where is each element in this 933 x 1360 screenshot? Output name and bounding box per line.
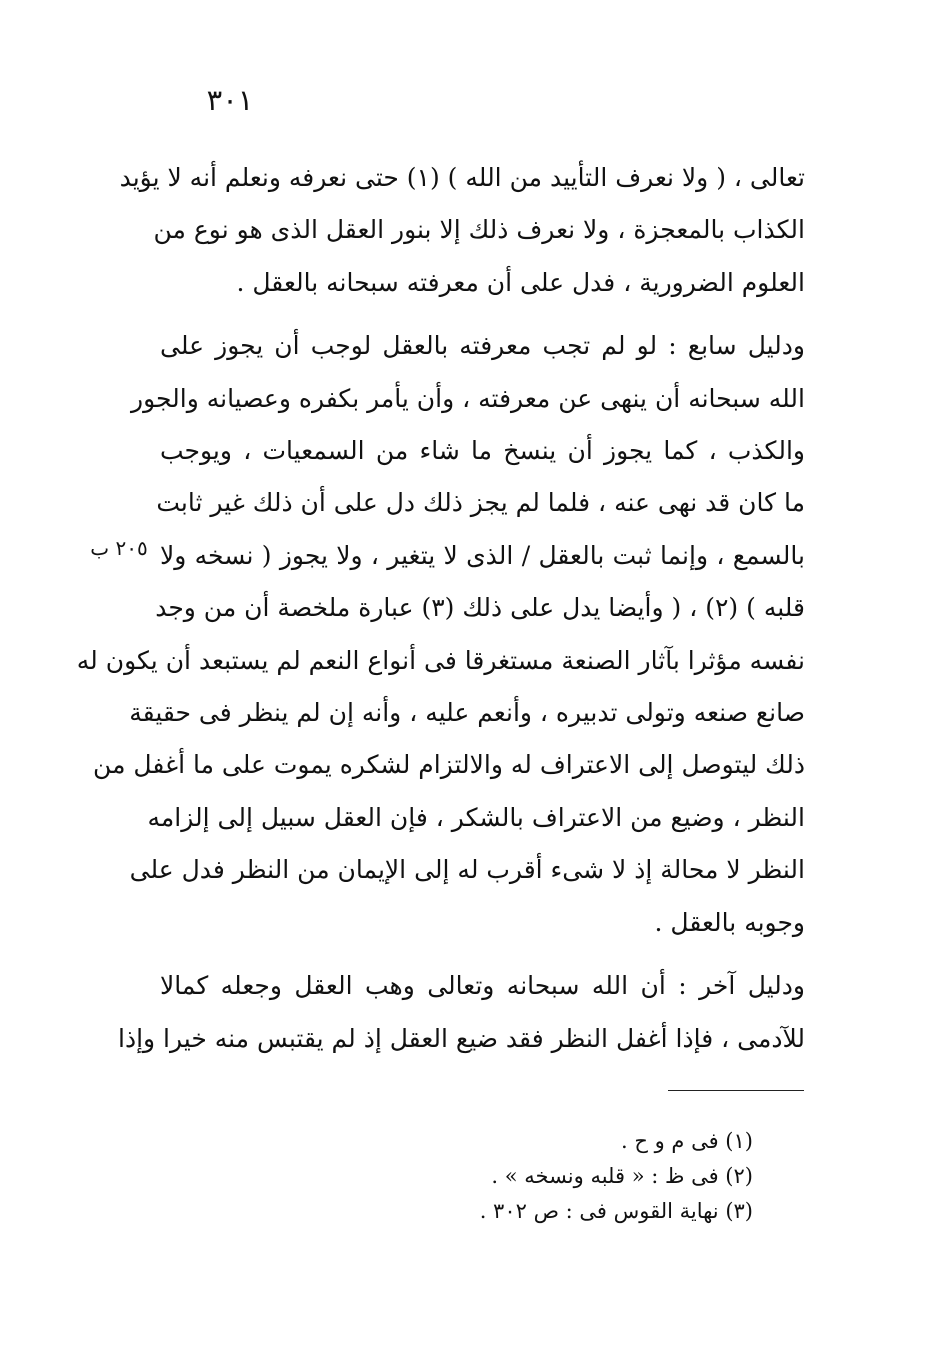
text-line: قلبه ) (٢) ، ( وأيضا يدل على ذلك (٣) عبارة ملخصة أن من وجد (155, 593, 805, 623)
text-line: النظر ، وضيع من الاعتراف بالشكر ، فإن العقل سبيل إلى إلزامه (147, 802, 805, 832)
text-line: ذلك ليتوصل إلى الاعتراف له والالتزام لشكره يموت على ما أغفل من (93, 750, 805, 780)
text-line: ما كان قد نهى عنه ، فلما لم يجز ذلك دل على أن ذلك غير ثابت (156, 488, 805, 518)
paragraph-3 (118, 960, 805, 1065)
paragraph-1 (119, 152, 805, 309)
text-line: نفسه مؤثرا بآثار الصنعة مستغرقا فى أنواع النعم لم يستبعد أن يكون له (76, 645, 805, 675)
text-line: الكذاب بالمعجزة ، ولا نعرف ذلك إلا بنور العقل الذى هو نوع من (153, 215, 805, 245)
text-line: النظر لا محالة إذ لا شىء أقرب له إلى الإيمان من النظر فدل على (129, 855, 805, 885)
text-line: صانع صنعه وتولى تدبيره ، وأنعم عليه ، وأنه إن لم ينظر فى حقيقة (129, 698, 805, 728)
margin-folio-note: ٢٠٥ ب (90, 536, 148, 560)
text-line: وجوبه بالعقل . (654, 907, 805, 937)
footnote-1: (١) فى م و ح . (621, 1129, 753, 1153)
text-line: ودليل آخر : أن الله سبحانه وتعالى وهب العقل وجعله كمالا (160, 971, 805, 1001)
text-line: للآدمى ، فإذا أغفل النظر فقد ضيع العقل إذ لم يقتبس منه خيرا وإذا (118, 1023, 805, 1053)
text-line: بالسمع ، وإنما ثبت بالعقل / الذى لا يتغير ، ولا يجوز ( نسخه ولا (160, 540, 805, 570)
text-line: ودليل سابع : لو لم تجب معرفته بالعقل لوجب أن يجوز على (160, 331, 805, 361)
footnote-3: (٣) نهاية القوس فى : ص ٣٠٢ . (479, 1199, 753, 1223)
footnote-2: (٢) فى ظ : « قلبه ونسخه » . (491, 1164, 753, 1188)
text-line: العلوم الضرورية ، فدل على أن معرفته سبحانه بالعقل . (236, 267, 805, 297)
footnotes (333, 1124, 753, 1229)
page-number: ٣٠١ (206, 83, 254, 117)
text-line: الله سبحانه أن ينهى عن معرفته ، وأن يأمر بكفره وعصيانه والجور (131, 383, 805, 413)
footnote-divider (668, 1090, 804, 1091)
text-line: والكذب ، كما يجوز أن ينسخ ما شاء من السمعيات ، ويوجب (160, 436, 805, 466)
text-line: تعالى ، ( ولا نعرف التأييد من الله ) (١) حتى نعرفه ونعلم أنه لا يؤيد (119, 163, 805, 192)
